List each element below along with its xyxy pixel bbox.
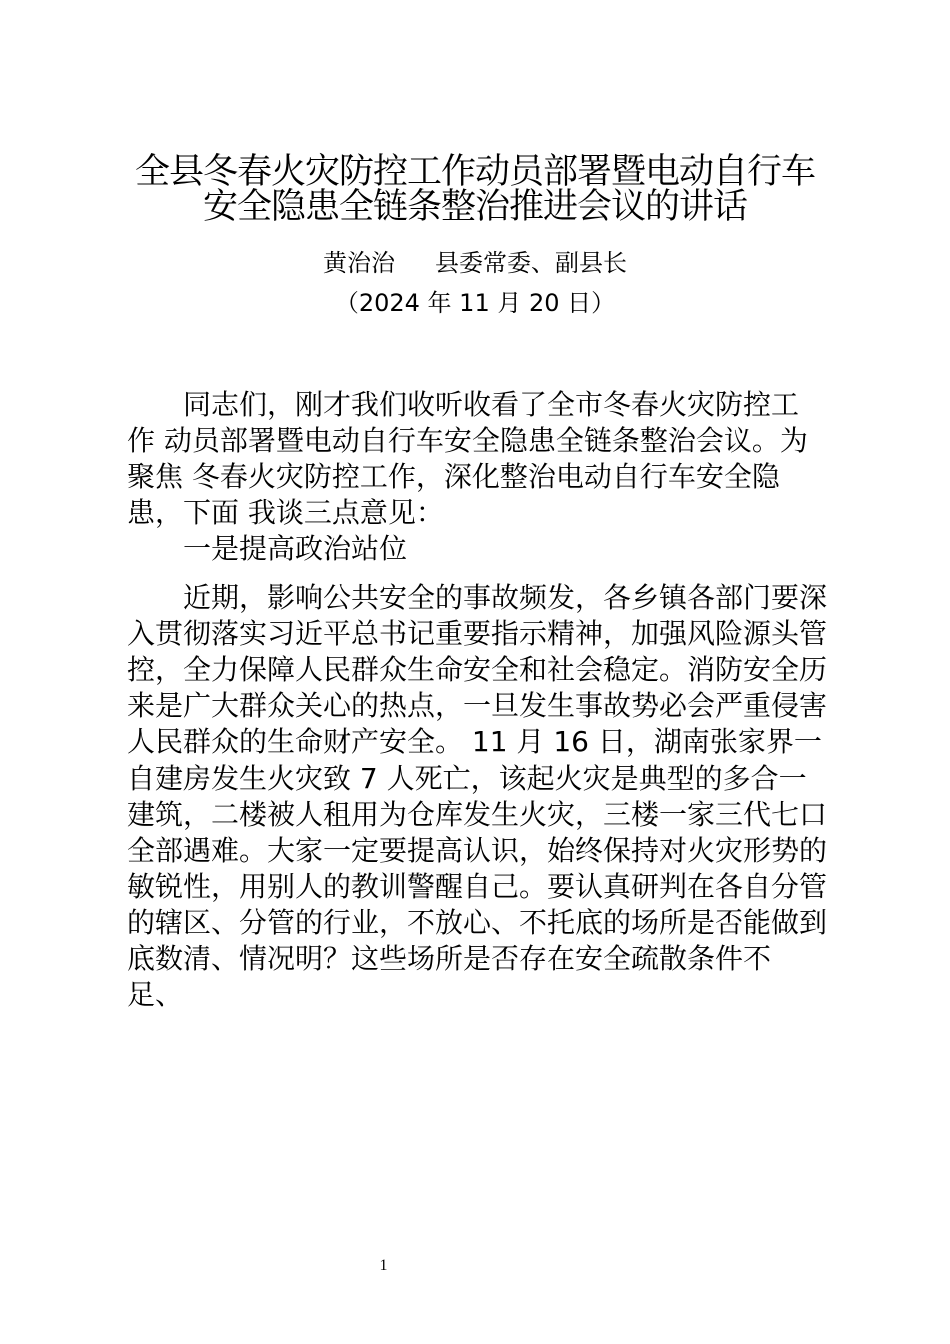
document-title-line-2: 安全隐患全链条整治推进会议的讲话: [202, 187, 747, 227]
intro-line: 聚焦 冬春火灾防控工作，深化整治电动自行车安全隐: [127, 460, 780, 493]
document-title-line-1: 全县冬春火灾防控工作动员部署暨电动自行车: [134, 152, 815, 192]
body-line: 敏锐性，用别人的教训警醒自己。要认真研判在各自分管: [127, 870, 828, 903]
body-line: 控，全力保障人民群众生命安全和社会稳定。消防安全历: [127, 653, 828, 686]
body-line: 建筑，二楼被人租用为仓库发生火灾，三楼一家三代七口: [127, 798, 828, 831]
intro-line: 同志们，刚才我们收听收看了全市冬春火灾防控工: [183, 388, 800, 421]
page-number: 1: [379, 1257, 388, 1274]
section-heading: 一是提高政治站位: [183, 532, 408, 565]
body-line: 的辖区、分管的行业，不放心、不托底的场所是否能做到: [127, 906, 828, 939]
speaker-name: 黄治治: [323, 249, 395, 277]
body-line: 入贯彻落实习近平总书记重要指示精神，加强风险源头管: [127, 617, 828, 650]
body-line: 自建房发生火灾致 7 人死亡，该起火灾是典型的多合一: [127, 762, 807, 795]
intro-line: 患，下面 我谈三点意见：: [127, 496, 444, 529]
body-line: 底数清、情况明？这些场所是否存在安全疏散条件不: [127, 942, 772, 975]
speech-date: （2024 年 11 月 20 日）: [334, 289, 616, 317]
body-line: 人民群众的生命财产安全。 11 月 16 日，湖南张家界一: [127, 725, 822, 758]
body-line: 近期，影响公共安全的事故频发，各乡镇各部门要深: [183, 581, 828, 614]
speaker-title: 县委常委、副县长: [435, 249, 627, 277]
speaker-byline: [0, 247, 950, 279]
body-line: 全部遇难。大家一定要提高认识，始终保持对火灾形势的: [127, 834, 828, 867]
intro-line: 作 动员部署暨电动自行车安全隐患全链条整治会议。为: [127, 424, 808, 457]
body-line: 来是广大群众关心的热点，一旦发生事故势必会严重侵害: [127, 689, 828, 722]
body-line: 足、: [127, 978, 184, 1011]
